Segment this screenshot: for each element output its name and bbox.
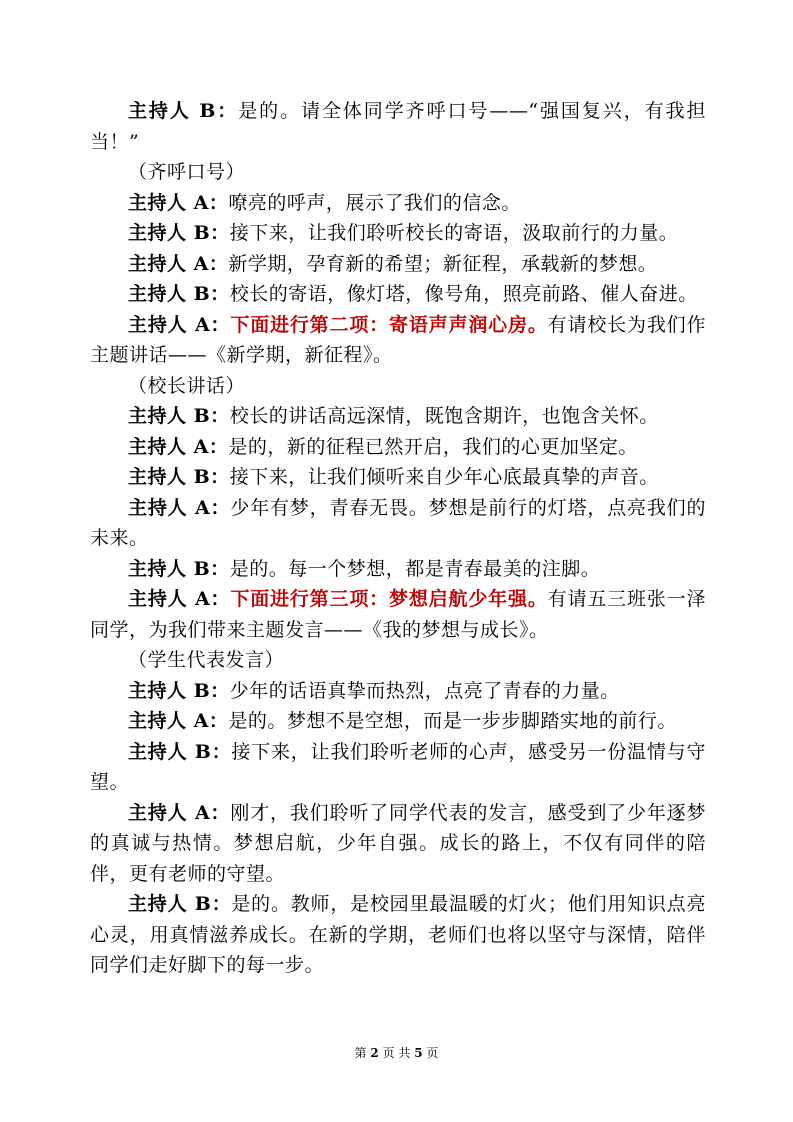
current-page-number: 2 xyxy=(370,1046,379,1060)
script-paragraph xyxy=(90,96,706,157)
paragraph-text: 刚才，我们聆听了同学代表的发言，感受到了少年逐梦的真诚与热情。梦想启航，少年自强。成长的路上，不仅有同伴的陪伴，更有老师的守望。 xyxy=(90,801,706,885)
script-paragraph xyxy=(90,401,706,432)
paragraph-text: 是的。梦想不是空想，而是一步步脚踏实地的前行。 xyxy=(228,710,677,732)
paragraph-text: 新学期，孕育新的希望；新征程，承载新的梦想。 xyxy=(228,252,658,275)
script-paragraph xyxy=(90,889,706,981)
script-paragraph xyxy=(90,432,706,463)
script-paragraph xyxy=(90,249,706,280)
section-announcement: 下面进行第二项：寄语声声润心房。 xyxy=(230,313,548,336)
stage-direction: （学生代表发言） xyxy=(128,649,285,671)
paragraph-text: 校长的寄语，像灯塔，像号角，照亮前路、催人奋进。 xyxy=(229,283,698,305)
paragraph-text: 有请五三班张一泽同学，为我们带来主题发言——《我的梦想与成长》。 xyxy=(90,588,706,641)
total-page-count: 5 xyxy=(414,1046,423,1060)
speaker-label: 主持人 B： xyxy=(128,740,232,763)
stage-direction: （校长讲话） xyxy=(128,374,246,397)
script-paragraph xyxy=(90,462,706,493)
section-announcement: 下面进行第三项：梦想启航少年强。 xyxy=(230,588,548,610)
speaker-label: 主持人 A： xyxy=(128,496,231,519)
footer-prefix: 第 xyxy=(354,1046,367,1060)
paragraph-text: 校长的讲话高远深情，既饱含期许，也饱含关怀。 xyxy=(229,405,659,427)
paragraph-text: 嘹亮的呼声，展示了我们的信念。 xyxy=(228,191,521,214)
stage-direction: （齐呼口号） xyxy=(128,161,246,183)
script-paragraph xyxy=(90,584,706,645)
speaker-label: 主持人 B： xyxy=(128,222,230,244)
script-paragraph xyxy=(90,188,706,219)
paragraph-text: 是的。请全体同学齐呼口号——“强国复兴，有我担当！” xyxy=(90,100,706,153)
speaker-label: 主持人 A： xyxy=(128,801,231,824)
paragraph-text: 接下来，让我们倾听来自少年心底最真挚的声音。 xyxy=(229,466,659,488)
footer-suffix: 页 xyxy=(426,1046,439,1060)
speaker-label: 主持人 A： xyxy=(128,588,231,610)
speaker-label: 主持人 B： xyxy=(128,466,230,488)
paragraph-text: 少年的话语真挚而热烈，点亮了青春的力量。 xyxy=(229,679,620,702)
speaker-label: 主持人 B： xyxy=(128,100,239,122)
speaker-label: 主持人 B： xyxy=(128,283,230,305)
speaker-label: 主持人 B： xyxy=(128,893,232,915)
paragraph-text: 是的。教师，是校园里最温暖的灯火；他们用知识点亮心灵，用真情滋养成长。在新的学期，老师们也将以坚守与深情，陪伴同学们走好脚下的每一步。 xyxy=(90,893,706,976)
document-body xyxy=(90,96,706,981)
script-paragraph xyxy=(90,554,706,585)
speaker-label: 主持人 A： xyxy=(128,252,229,275)
paragraph-text: 是的，新的征程已然开启，我们的心更加坚定。 xyxy=(228,435,638,458)
paragraph-text: 少年有梦，青春无畏。梦想是前行的灯塔，点亮我们的未来。 xyxy=(90,496,706,549)
script-paragraph xyxy=(90,279,706,310)
speaker-label: 主持人 B： xyxy=(128,557,230,580)
speaker-label: 主持人 A： xyxy=(128,191,229,214)
script-paragraph xyxy=(90,706,706,737)
paragraph-text: 接下来，让我们聆听老师的心声，感受另一份温情与守望。 xyxy=(90,740,706,793)
page-footer xyxy=(0,1044,793,1061)
paragraph-text: 是的。每一个梦想，都是青春最美的注脚。 xyxy=(229,557,601,580)
paragraph-text: 接下来，让我们聆听校长的寄语，汲取前行的力量。 xyxy=(229,222,679,244)
speaker-label: 主持人 A： xyxy=(128,313,231,336)
speaker-label: 主持人 B： xyxy=(128,405,230,427)
script-paragraph xyxy=(90,676,706,707)
script-paragraph xyxy=(90,218,706,249)
speaker-label: 主持人 B： xyxy=(128,679,230,702)
script-paragraph xyxy=(90,493,706,554)
script-paragraph xyxy=(90,798,706,890)
footer-middle: 页 共 xyxy=(382,1046,411,1060)
speaker-label: 主持人 A： xyxy=(128,710,229,732)
script-paragraph xyxy=(90,310,706,371)
speaker-label: 主持人 A： xyxy=(128,435,229,458)
paragraph-text: 有请校长为我们作主题讲话——《新学期，新征程》。 xyxy=(90,313,706,366)
script-paragraph xyxy=(90,737,706,798)
